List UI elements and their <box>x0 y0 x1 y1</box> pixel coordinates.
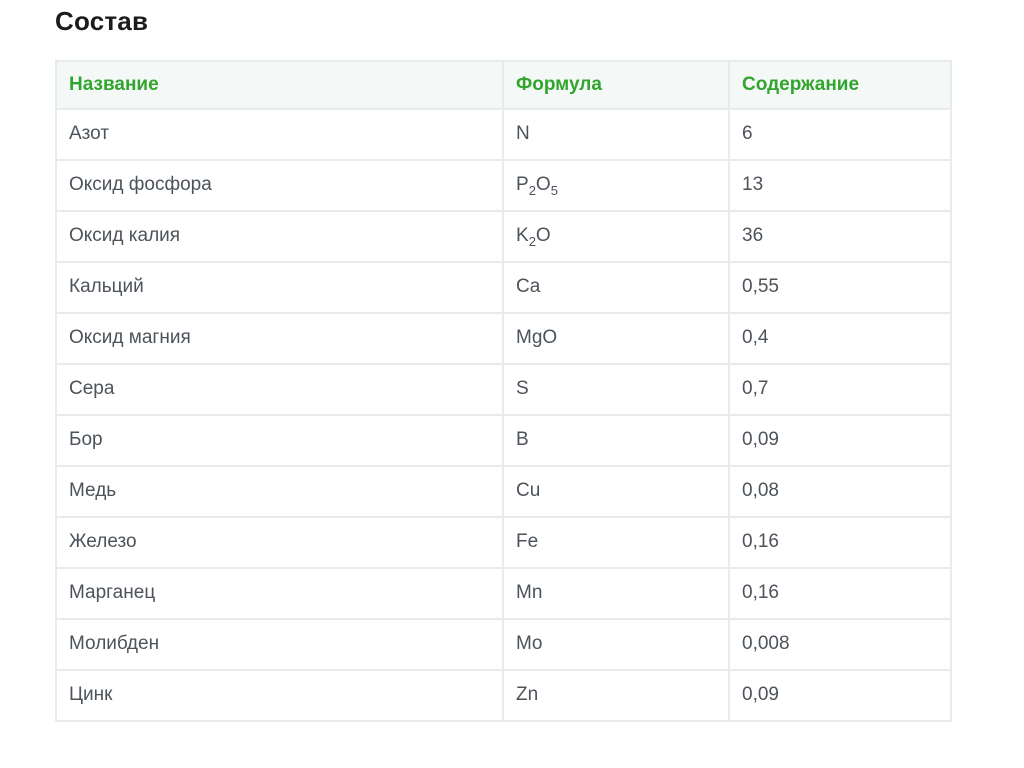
cell-content: 0,16 <box>729 568 951 619</box>
column-header-content: Содержание <box>729 61 951 109</box>
cell-formula: S <box>503 364 729 415</box>
cell-name: Оксид фосфора <box>56 160 503 211</box>
cell-content: 0,16 <box>729 517 951 568</box>
table-row <box>56 109 951 160</box>
cell-name: Молибден <box>56 619 503 670</box>
table-row <box>56 211 951 262</box>
table-row <box>56 466 951 517</box>
cell-name: Марганец <box>56 568 503 619</box>
cell-formula: Mo <box>503 619 729 670</box>
table-row <box>56 670 951 721</box>
cell-content: 0,008 <box>729 619 951 670</box>
cell-content: 0,7 <box>729 364 951 415</box>
cell-formula: B <box>503 415 729 466</box>
cell-formula: Mn <box>503 568 729 619</box>
cell-content: 6 <box>729 109 951 160</box>
table-row <box>56 619 951 670</box>
cell-name: Кальций <box>56 262 503 313</box>
table-row <box>56 364 951 415</box>
table-body <box>56 109 951 721</box>
composition-table <box>55 60 952 722</box>
page-title: Состав <box>55 6 149 36</box>
cell-name: Железо <box>56 517 503 568</box>
cell-formula: Fe <box>503 517 729 568</box>
cell-content: 13 <box>729 160 951 211</box>
cell-formula: MgO <box>503 313 729 364</box>
cell-content: 0,09 <box>729 415 951 466</box>
table-row <box>56 262 951 313</box>
composition-section <box>55 6 950 722</box>
cell-formula: Ca <box>503 262 729 313</box>
cell-name: Медь <box>56 466 503 517</box>
table-row <box>56 160 951 211</box>
cell-name: Бор <box>56 415 503 466</box>
cell-content: 0,09 <box>729 670 951 721</box>
column-header-name: Название <box>56 61 503 109</box>
cell-content: 36 <box>729 211 951 262</box>
cell-name: Оксид калия <box>56 211 503 262</box>
table-row <box>56 415 951 466</box>
cell-formula: $K_2O$ <box>503 211 729 262</box>
cell-formula: N <box>503 109 729 160</box>
cell-formula: $P_2O_5$ <box>503 160 729 211</box>
cell-content: 0,4 <box>729 313 951 364</box>
cell-formula: Zn <box>503 670 729 721</box>
column-header-formula: Формула <box>503 61 729 109</box>
cell-name: Сера <box>56 364 503 415</box>
table-row <box>56 313 951 364</box>
cell-name: Оксид магния <box>56 313 503 364</box>
cell-content: 0,08 <box>729 466 951 517</box>
cell-name: Цинк <box>56 670 503 721</box>
cell-formula: Cu <box>503 466 729 517</box>
cell-content: 0,55 <box>729 262 951 313</box>
table-row <box>56 517 951 568</box>
table-row <box>56 568 951 619</box>
cell-name: Азот <box>56 109 503 160</box>
table-header-row <box>56 61 951 109</box>
